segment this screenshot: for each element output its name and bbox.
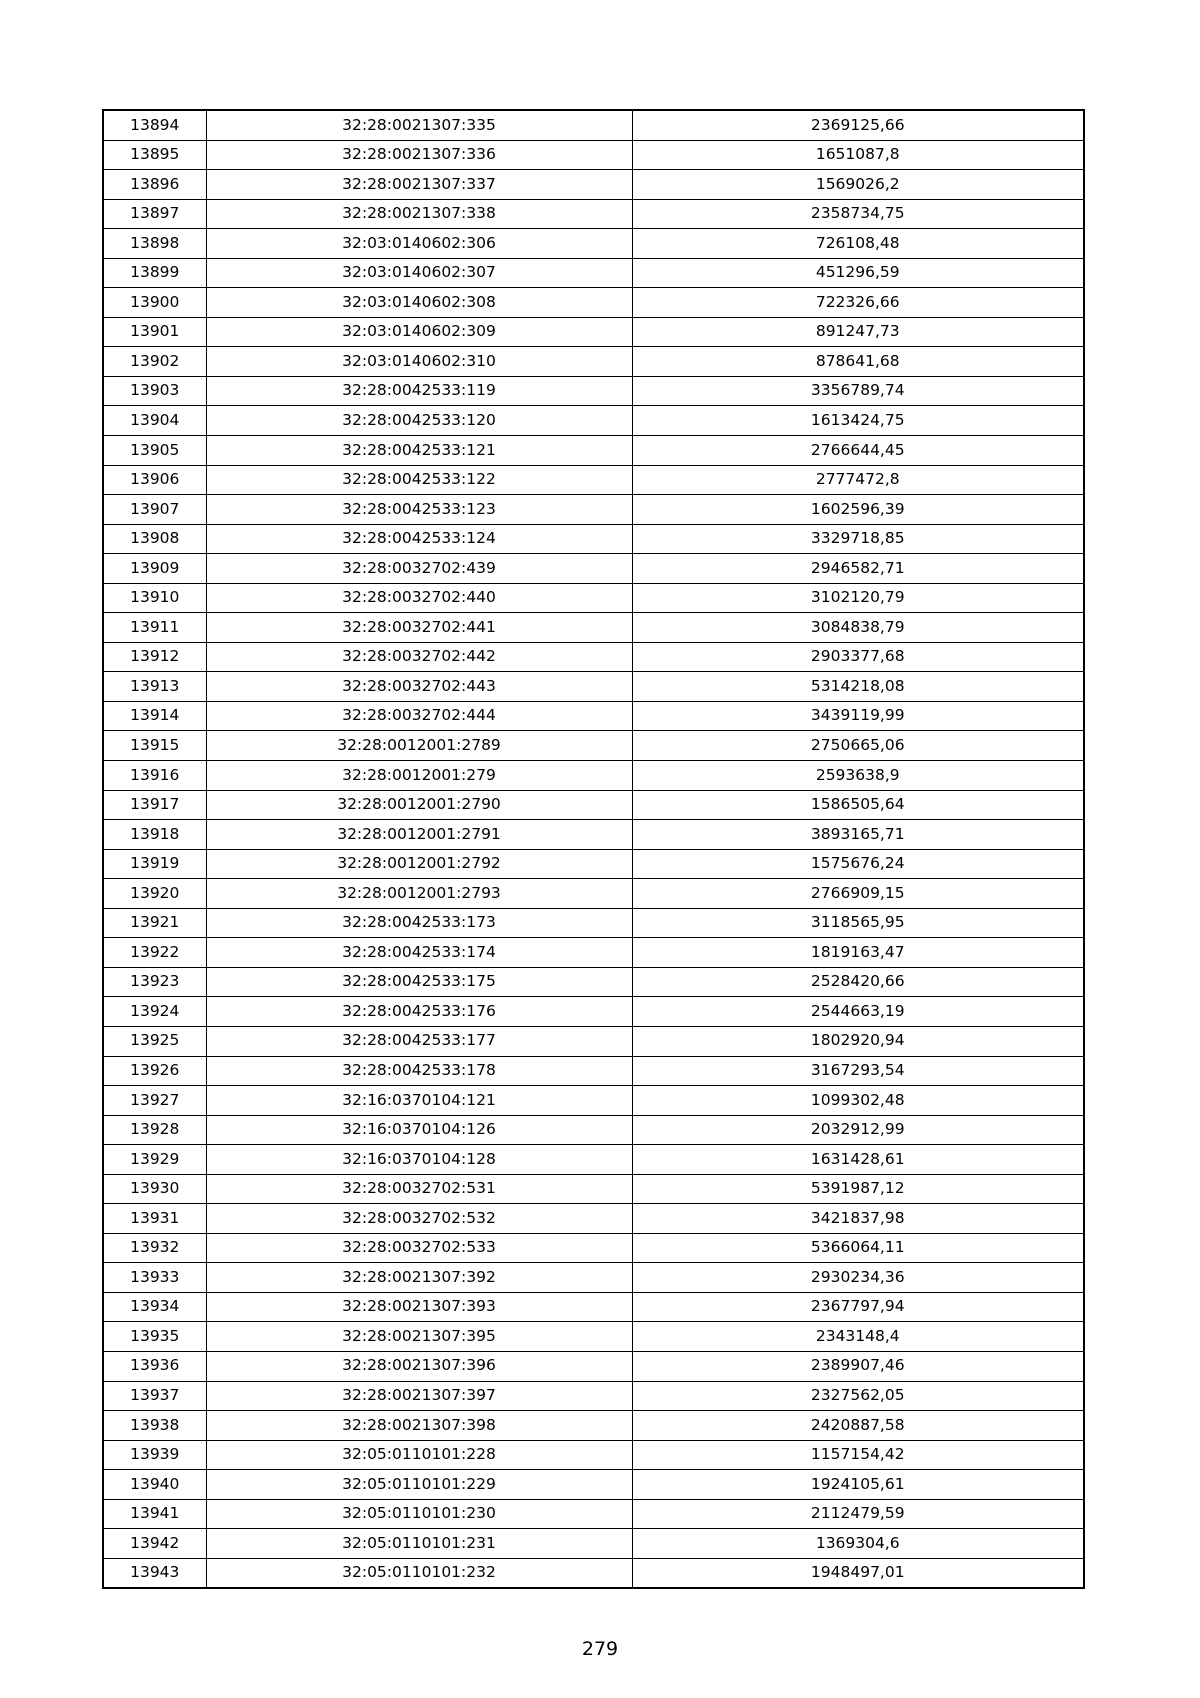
value-cell: 1651087,8 bbox=[632, 140, 1084, 170]
value-cell: 3356789,74 bbox=[632, 376, 1084, 406]
value-cell: 2327562,05 bbox=[632, 1381, 1084, 1411]
cadastral-number-cell: 32:03:0140602:308 bbox=[206, 288, 632, 318]
row-number-cell: 13905 bbox=[103, 436, 206, 466]
cadastral-number-cell: 32:28:0012001:2791 bbox=[206, 820, 632, 850]
value-cell: 2367797,94 bbox=[632, 1292, 1084, 1322]
cadastral-number-cell: 32:28:0021307:393 bbox=[206, 1292, 632, 1322]
row-number-cell: 13935 bbox=[103, 1322, 206, 1352]
cadastral-number-cell: 32:03:0140602:310 bbox=[206, 347, 632, 377]
value-cell: 3329718,85 bbox=[632, 524, 1084, 554]
value-cell: 5366064,11 bbox=[632, 1233, 1084, 1263]
table-row bbox=[103, 1381, 1084, 1411]
row-number-cell: 13898 bbox=[103, 229, 206, 259]
value-cell: 1802920,94 bbox=[632, 1026, 1084, 1056]
table-row bbox=[103, 1204, 1084, 1234]
value-cell: 2766644,45 bbox=[632, 436, 1084, 466]
table-row bbox=[103, 1499, 1084, 1529]
row-number-cell: 13941 bbox=[103, 1499, 206, 1529]
value-cell: 1575676,24 bbox=[632, 849, 1084, 879]
cadastral-number-cell: 32:28:0042533:173 bbox=[206, 908, 632, 938]
value-cell: 5391987,12 bbox=[632, 1174, 1084, 1204]
cadastral-number-cell: 32:28:0012001:2790 bbox=[206, 790, 632, 820]
cadastral-number-cell: 32:28:0032702:443 bbox=[206, 672, 632, 702]
table-row bbox=[103, 997, 1084, 1027]
table-row bbox=[103, 199, 1084, 229]
table-row bbox=[103, 1470, 1084, 1500]
value-cell: 2358734,75 bbox=[632, 199, 1084, 229]
row-number-cell: 13934 bbox=[103, 1292, 206, 1322]
table-row bbox=[103, 849, 1084, 879]
value-cell: 1157154,42 bbox=[632, 1440, 1084, 1470]
value-cell: 1586505,64 bbox=[632, 790, 1084, 820]
cadastral-number-cell: 32:28:0032702:532 bbox=[206, 1204, 632, 1234]
cadastral-number-cell: 32:28:0021307:395 bbox=[206, 1322, 632, 1352]
table-row bbox=[103, 672, 1084, 702]
cadastral-number-cell: 32:28:0042533:178 bbox=[206, 1056, 632, 1086]
cadastral-number-cell: 32:28:0021307:338 bbox=[206, 199, 632, 229]
row-number-cell: 13916 bbox=[103, 761, 206, 791]
cadastral-number-cell: 32:28:0042533:124 bbox=[206, 524, 632, 554]
table-row bbox=[103, 170, 1084, 200]
value-cell: 2528420,66 bbox=[632, 967, 1084, 997]
value-cell: 3102120,79 bbox=[632, 583, 1084, 613]
value-cell: 3421837,98 bbox=[632, 1204, 1084, 1234]
table-row bbox=[103, 1026, 1084, 1056]
table-row bbox=[103, 376, 1084, 406]
row-number-cell: 13907 bbox=[103, 495, 206, 525]
table-row bbox=[103, 1411, 1084, 1441]
row-number-cell: 13903 bbox=[103, 376, 206, 406]
value-cell: 1099302,48 bbox=[632, 1086, 1084, 1116]
cadastral-number-cell: 32:16:0370104:128 bbox=[206, 1145, 632, 1175]
cadastral-number-cell: 32:03:0140602:306 bbox=[206, 229, 632, 259]
row-number-cell: 13915 bbox=[103, 731, 206, 761]
cadastral-number-cell: 32:05:0110101:229 bbox=[206, 1470, 632, 1500]
table-row bbox=[103, 820, 1084, 850]
cadastral-number-cell: 32:28:0042533:175 bbox=[206, 967, 632, 997]
cadastral-number-cell: 32:28:0021307:336 bbox=[206, 140, 632, 170]
table-row bbox=[103, 1145, 1084, 1175]
value-cell: 2369125,66 bbox=[632, 110, 1084, 140]
cadastral-number-cell: 32:28:0032702:440 bbox=[206, 583, 632, 613]
cadastral-number-cell: 32:28:0042533:121 bbox=[206, 436, 632, 466]
value-cell: 3439119,99 bbox=[632, 701, 1084, 731]
cadastral-number-cell: 32:28:0042533:174 bbox=[206, 938, 632, 968]
value-cell: 2389907,46 bbox=[632, 1351, 1084, 1381]
table-row bbox=[103, 761, 1084, 791]
value-cell: 2777472,8 bbox=[632, 465, 1084, 495]
cadastral-number-cell: 32:28:0012001:2792 bbox=[206, 849, 632, 879]
table-row bbox=[103, 731, 1084, 761]
table-row bbox=[103, 613, 1084, 643]
table-row bbox=[103, 1233, 1084, 1263]
value-cell: 2593638,9 bbox=[632, 761, 1084, 791]
row-number-cell: 13899 bbox=[103, 258, 206, 288]
cadastral-number-cell: 32:28:0042533:123 bbox=[206, 495, 632, 525]
row-number-cell: 13920 bbox=[103, 879, 206, 909]
row-number-cell: 13942 bbox=[103, 1529, 206, 1559]
cadastral-number-cell: 32:16:0370104:121 bbox=[206, 1086, 632, 1116]
cadastral-number-cell: 32:05:0110101:228 bbox=[206, 1440, 632, 1470]
table-row bbox=[103, 140, 1084, 170]
row-number-cell: 13910 bbox=[103, 583, 206, 613]
value-cell: 1602596,39 bbox=[632, 495, 1084, 525]
value-cell: 726108,48 bbox=[632, 229, 1084, 259]
row-number-cell: 13932 bbox=[103, 1233, 206, 1263]
cadastral-number-cell: 32:28:0021307:396 bbox=[206, 1351, 632, 1381]
table-row bbox=[103, 583, 1084, 613]
cadastral-number-cell: 32:05:0110101:230 bbox=[206, 1499, 632, 1529]
cadastral-number-cell: 32:28:0021307:397 bbox=[206, 1381, 632, 1411]
row-number-cell: 13914 bbox=[103, 701, 206, 731]
table-row bbox=[103, 1322, 1084, 1352]
table-body bbox=[103, 110, 1084, 1588]
value-cell: 1613424,75 bbox=[632, 406, 1084, 436]
table-row bbox=[103, 1529, 1084, 1559]
value-cell: 2930234,36 bbox=[632, 1263, 1084, 1293]
row-number-cell: 13929 bbox=[103, 1145, 206, 1175]
cadastral-number-cell: 32:28:0012001:2793 bbox=[206, 879, 632, 909]
cadastral-number-cell: 32:28:0042533:176 bbox=[206, 997, 632, 1027]
value-cell: 2903377,68 bbox=[632, 642, 1084, 672]
value-cell: 2420887,58 bbox=[632, 1411, 1084, 1441]
value-cell: 3893165,71 bbox=[632, 820, 1084, 850]
table-row bbox=[103, 258, 1084, 288]
cadastral-number-cell: 32:28:0032702:444 bbox=[206, 701, 632, 731]
row-number-cell: 13900 bbox=[103, 288, 206, 318]
row-number-cell: 13931 bbox=[103, 1204, 206, 1234]
cadastral-number-cell: 32:03:0140602:307 bbox=[206, 258, 632, 288]
value-cell: 2544663,19 bbox=[632, 997, 1084, 1027]
cadastral-number-cell: 32:16:0370104:126 bbox=[206, 1115, 632, 1145]
registry-table bbox=[102, 109, 1085, 1589]
table-row bbox=[103, 495, 1084, 525]
table-row bbox=[103, 701, 1084, 731]
row-number-cell: 13926 bbox=[103, 1056, 206, 1086]
table-row bbox=[103, 642, 1084, 672]
table-row bbox=[103, 317, 1084, 347]
value-cell: 2946582,71 bbox=[632, 554, 1084, 584]
cadastral-number-cell: 32:28:0032702:531 bbox=[206, 1174, 632, 1204]
value-cell: 5314218,08 bbox=[632, 672, 1084, 702]
row-number-cell: 13908 bbox=[103, 524, 206, 554]
row-number-cell: 13924 bbox=[103, 997, 206, 1027]
table-row bbox=[103, 436, 1084, 466]
cadastral-number-cell: 32:28:0032702:442 bbox=[206, 642, 632, 672]
value-cell: 3118565,95 bbox=[632, 908, 1084, 938]
cadastral-number-cell: 32:28:0012001:2789 bbox=[206, 731, 632, 761]
table-row bbox=[103, 1174, 1084, 1204]
table-row bbox=[103, 465, 1084, 495]
table-row bbox=[103, 1115, 1084, 1145]
row-number-cell: 13923 bbox=[103, 967, 206, 997]
row-number-cell: 13936 bbox=[103, 1351, 206, 1381]
cadastral-number-cell: 32:28:0021307:337 bbox=[206, 170, 632, 200]
table-row bbox=[103, 938, 1084, 968]
row-number-cell: 13921 bbox=[103, 908, 206, 938]
value-cell: 3084838,79 bbox=[632, 613, 1084, 643]
row-number-cell: 13913 bbox=[103, 672, 206, 702]
table-row bbox=[103, 110, 1084, 140]
row-number-cell: 13928 bbox=[103, 1115, 206, 1145]
value-cell: 1631428,61 bbox=[632, 1145, 1084, 1175]
table-row bbox=[103, 908, 1084, 938]
row-number-cell: 13919 bbox=[103, 849, 206, 879]
row-number-cell: 13904 bbox=[103, 406, 206, 436]
row-number-cell: 13902 bbox=[103, 347, 206, 377]
table-row bbox=[103, 347, 1084, 377]
table-row bbox=[103, 967, 1084, 997]
value-cell: 878641,68 bbox=[632, 347, 1084, 377]
cadastral-number-cell: 32:28:0032702:533 bbox=[206, 1233, 632, 1263]
value-cell: 1369304,6 bbox=[632, 1529, 1084, 1559]
page-number: 279 bbox=[581, 1638, 619, 1660]
table-row bbox=[103, 790, 1084, 820]
row-number-cell: 13917 bbox=[103, 790, 206, 820]
value-cell: 891247,73 bbox=[632, 317, 1084, 347]
cadastral-number-cell: 32:28:0021307:392 bbox=[206, 1263, 632, 1293]
value-cell: 2766909,15 bbox=[632, 879, 1084, 909]
row-number-cell: 13938 bbox=[103, 1411, 206, 1441]
row-number-cell: 13897 bbox=[103, 199, 206, 229]
value-cell: 3167293,54 bbox=[632, 1056, 1084, 1086]
row-number-cell: 13909 bbox=[103, 554, 206, 584]
row-number-cell: 13925 bbox=[103, 1026, 206, 1056]
table-row bbox=[103, 1086, 1084, 1116]
table-row bbox=[103, 879, 1084, 909]
row-number-cell: 13901 bbox=[103, 317, 206, 347]
cadastral-number-cell: 32:28:0032702:441 bbox=[206, 613, 632, 643]
table-row bbox=[103, 1292, 1084, 1322]
cadastral-number-cell: 32:28:0032702:439 bbox=[206, 554, 632, 584]
row-number-cell: 13918 bbox=[103, 820, 206, 850]
cadastral-number-cell: 32:28:0012001:279 bbox=[206, 761, 632, 791]
row-number-cell: 13906 bbox=[103, 465, 206, 495]
row-number-cell: 13939 bbox=[103, 1440, 206, 1470]
row-number-cell: 13894 bbox=[103, 110, 206, 140]
cadastral-number-cell: 32:05:0110101:231 bbox=[206, 1529, 632, 1559]
cadastral-number-cell: 32:28:0021307:398 bbox=[206, 1411, 632, 1441]
value-cell: 1948497,01 bbox=[632, 1558, 1084, 1588]
value-cell: 1569026,2 bbox=[632, 170, 1084, 200]
row-number-cell: 13895 bbox=[103, 140, 206, 170]
table-row bbox=[103, 406, 1084, 436]
table-row bbox=[103, 524, 1084, 554]
cadastral-number-cell: 32:28:0042533:119 bbox=[206, 376, 632, 406]
cadastral-number-cell: 32:28:0042533:122 bbox=[206, 465, 632, 495]
cadastral-number-cell: 32:28:0042533:177 bbox=[206, 1026, 632, 1056]
table-row bbox=[103, 1351, 1084, 1381]
row-number-cell: 13911 bbox=[103, 613, 206, 643]
row-number-cell: 13927 bbox=[103, 1086, 206, 1116]
value-cell: 2343148,4 bbox=[632, 1322, 1084, 1352]
table-row bbox=[103, 1056, 1084, 1086]
table-row bbox=[103, 229, 1084, 259]
row-number-cell: 13912 bbox=[103, 642, 206, 672]
cadastral-number-cell: 32:05:0110101:232 bbox=[206, 1558, 632, 1588]
table-row bbox=[103, 1558, 1084, 1588]
cadastral-number-cell: 32:28:0042533:120 bbox=[206, 406, 632, 436]
value-cell: 2032912,99 bbox=[632, 1115, 1084, 1145]
table-row bbox=[103, 1263, 1084, 1293]
value-cell: 722326,66 bbox=[632, 288, 1084, 318]
row-number-cell: 13943 bbox=[103, 1558, 206, 1588]
row-number-cell: 13930 bbox=[103, 1174, 206, 1204]
value-cell: 2112479,59 bbox=[632, 1499, 1084, 1529]
row-number-cell: 13937 bbox=[103, 1381, 206, 1411]
row-number-cell: 13940 bbox=[103, 1470, 206, 1500]
table-row bbox=[103, 288, 1084, 318]
value-cell: 2750665,06 bbox=[632, 731, 1084, 761]
value-cell: 1924105,61 bbox=[632, 1470, 1084, 1500]
cadastral-number-cell: 32:28:0021307:335 bbox=[206, 110, 632, 140]
table-row bbox=[103, 554, 1084, 584]
value-cell: 451296,59 bbox=[632, 258, 1084, 288]
table-row bbox=[103, 1440, 1084, 1470]
cadastral-number-cell: 32:03:0140602:309 bbox=[206, 317, 632, 347]
row-number-cell: 13933 bbox=[103, 1263, 206, 1293]
row-number-cell: 13896 bbox=[103, 170, 206, 200]
row-number-cell: 13922 bbox=[103, 938, 206, 968]
value-cell: 1819163,47 bbox=[632, 938, 1084, 968]
